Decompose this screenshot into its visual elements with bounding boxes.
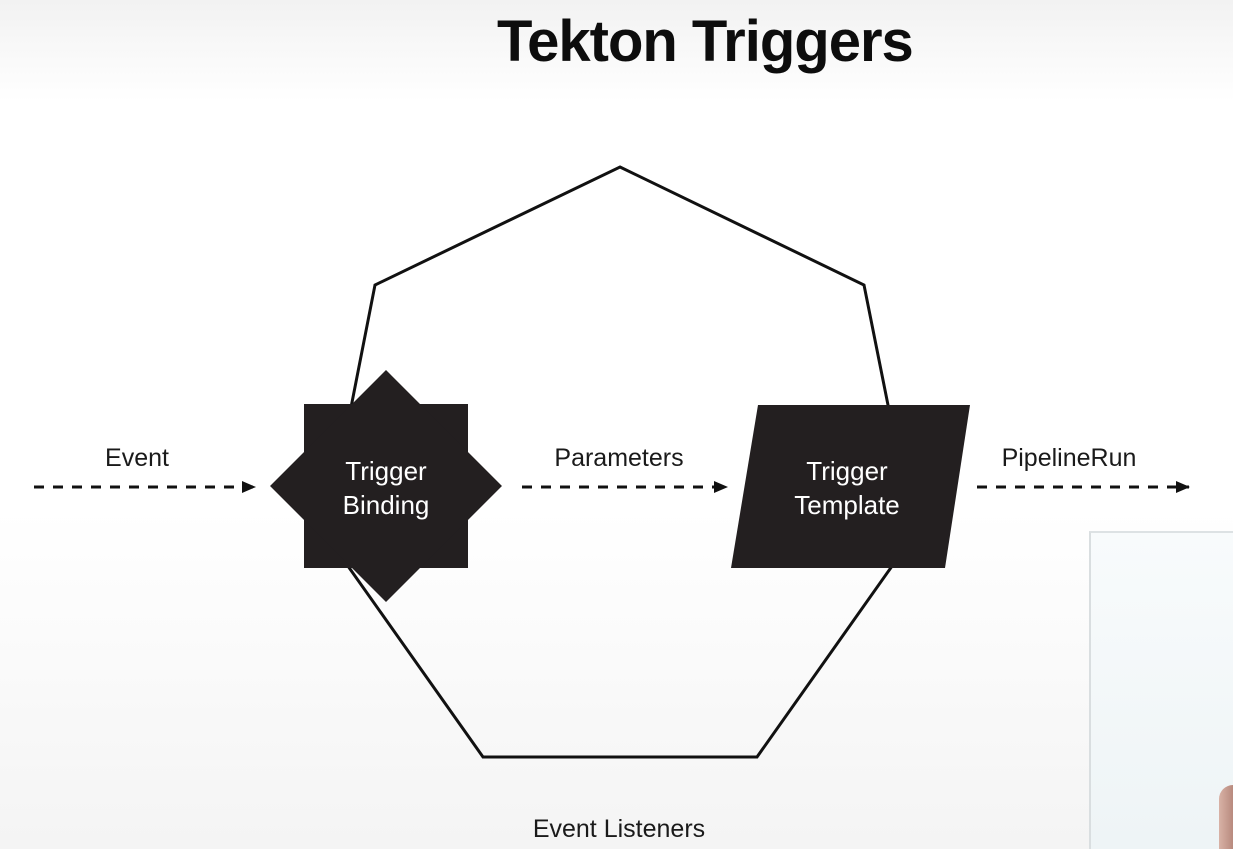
- trigger-template-line2: Template: [794, 490, 900, 520]
- trigger-binding-line2: Binding: [342, 490, 430, 520]
- slide-title: Tekton Triggers: [497, 9, 913, 74]
- presenter-video-frame: [1089, 531, 1233, 849]
- trigger-template-node[interactable]: [731, 405, 970, 568]
- trigger-binding-node[interactable]: [270, 370, 502, 602]
- trigger-binding-line1: Trigger: [345, 456, 427, 486]
- trigger-template-line1: Trigger: [806, 456, 888, 486]
- presenter-figure: [1219, 785, 1233, 849]
- event-listeners-label: Event Listeners: [532, 815, 706, 843]
- trigger-template-shape: [731, 405, 970, 568]
- parameters-label: Parameters: [554, 444, 684, 472]
- event-label: Event: [105, 444, 169, 472]
- pipelinerun-label: PipelineRun: [1001, 444, 1137, 472]
